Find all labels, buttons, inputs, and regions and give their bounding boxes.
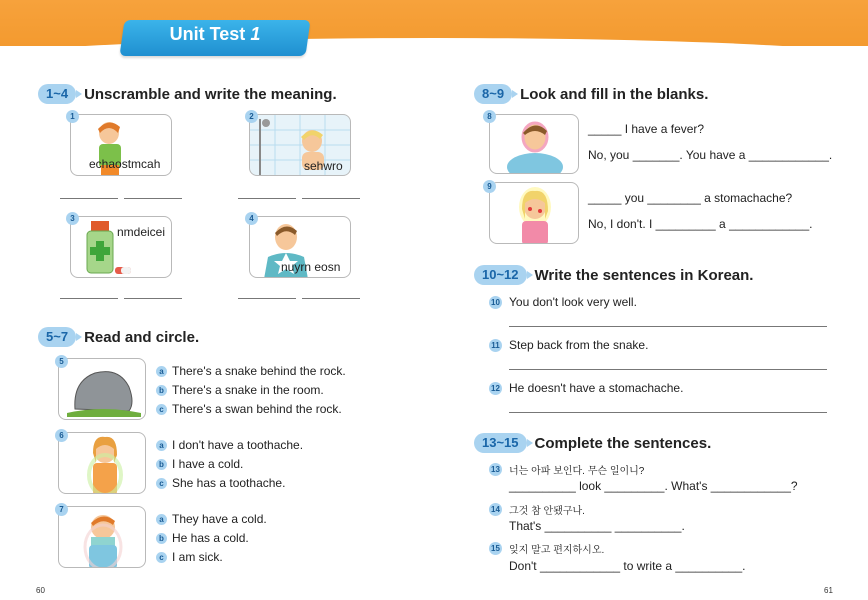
section-complete-header — [474, 433, 711, 453]
boy-cold-icon — [59, 507, 146, 568]
scrambled-word: nuyrn eosn — [281, 260, 341, 274]
option-item[interactable]: a I don't have a toothache. — [156, 438, 303, 452]
option-item[interactable]: a They have a cold. — [156, 512, 267, 526]
question-number: 13 — [489, 463, 502, 476]
boy-fever-icon — [490, 115, 579, 174]
page-number-right: 61 — [824, 586, 833, 595]
question-number: 7 — [55, 503, 68, 516]
korean-hint: 너는 아파 보인다. 무슨 일이니? — [509, 466, 645, 477]
section-badge: 1~4 — [38, 84, 76, 104]
option-item[interactable]: c She has a toothache. — [156, 476, 285, 490]
answer-line[interactable] — [302, 298, 360, 299]
girl-toothache-icon — [59, 433, 146, 494]
section-title: Read and circle. — [84, 328, 200, 346]
section-badge: 5~7 — [38, 327, 76, 347]
complete-sentence: __________ look _________. What's ____________? — [509, 479, 798, 493]
option-item[interactable]: c There's a swan behind the rock. — [156, 402, 342, 416]
question-number: 4 — [245, 212, 258, 225]
picture-toothache-girl — [58, 432, 146, 494]
picture-rock — [58, 358, 146, 420]
korean-prompt: You don't look very well. — [509, 295, 637, 309]
korean-prompt: He doesn't have a stomachache. — [509, 381, 684, 395]
fill-sentence: No, I don't. I _________ a ____________. — [588, 217, 813, 231]
section-title: Complete the sentences. — [534, 434, 712, 452]
option-item[interactable]: c I am sick. — [156, 550, 223, 564]
option-item[interactable]: b There's a snake in the room. — [156, 383, 324, 397]
scrambled-word: sehwro — [304, 159, 343, 173]
answer-line[interactable] — [60, 298, 118, 299]
korean-hint: 그것 참 안됐구나. — [509, 506, 585, 517]
question-number: 2 — [245, 110, 258, 123]
section-badge: 10~12 — [474, 265, 527, 285]
korean-prompt: Step back from the snake. — [509, 338, 649, 352]
question-number: 10 — [489, 296, 502, 309]
section-fill-header — [474, 84, 708, 104]
question-number: 1 — [66, 110, 79, 123]
answer-line[interactable] — [509, 326, 827, 327]
question-number: 8 — [483, 110, 496, 123]
option-item[interactable]: b He has a cold. — [156, 531, 249, 545]
section-title: Write the sentences in Korean. — [534, 266, 754, 284]
answer-line[interactable] — [509, 412, 827, 413]
answer-line[interactable] — [302, 198, 360, 199]
korean-hint: 잊지 말고 편지하시오. — [509, 545, 605, 556]
scrambled-word: nmdeicei — [117, 225, 166, 239]
fill-sentence: _____ you ________ a stomachache? — [588, 191, 793, 205]
option-item[interactable]: a There's a snake behind the rock. — [156, 364, 346, 378]
question-number: 15 — [489, 542, 502, 555]
rock-icon — [59, 359, 146, 420]
question-number: 11 — [489, 339, 502, 352]
answer-line[interactable] — [238, 298, 296, 299]
option-item[interactable]: b I have a cold. — [156, 457, 243, 471]
unit-title: Unit Test 1 — [169, 24, 261, 44]
fill-sentence: No, you _______. You have a ____________. — [588, 148, 833, 162]
scrambled-word: echaostmcah — [89, 157, 161, 171]
section-title: Unscramble and write the meaning. — [84, 85, 337, 103]
question-number: 6 — [55, 429, 68, 442]
answer-line[interactable] — [124, 298, 182, 299]
question-number: 5 — [55, 355, 68, 368]
answer-line[interactable] — [124, 198, 182, 199]
girl-stomachache-icon — [490, 183, 579, 244]
fill-sentence: _____ I have a fever? — [588, 122, 705, 136]
section-badge: 13~15 — [474, 433, 527, 453]
section-korean-header — [474, 265, 753, 285]
picture-cold-boy — [58, 506, 146, 568]
question-number: 12 — [489, 382, 502, 395]
section-title: Look and fill in the blanks. — [520, 85, 709, 103]
answer-line[interactable] — [238, 198, 296, 199]
section-badge: 8~9 — [474, 84, 512, 104]
page-number-left: 60 — [36, 586, 45, 595]
complete-sentence: That's __________ __________. — [509, 519, 685, 533]
question-number: 3 — [66, 212, 79, 225]
answer-line[interactable] — [509, 369, 827, 370]
section-circle-header — [38, 327, 199, 347]
picture-stomachache-girl — [489, 182, 579, 244]
question-number: 14 — [489, 503, 502, 516]
answer-line[interactable] — [60, 198, 118, 199]
question-number: 9 — [483, 180, 496, 193]
picture-fever-boy — [489, 114, 579, 174]
complete-sentence: Don't ____________ to write a __________. — [509, 559, 746, 573]
section-unscramble-header — [38, 84, 337, 104]
